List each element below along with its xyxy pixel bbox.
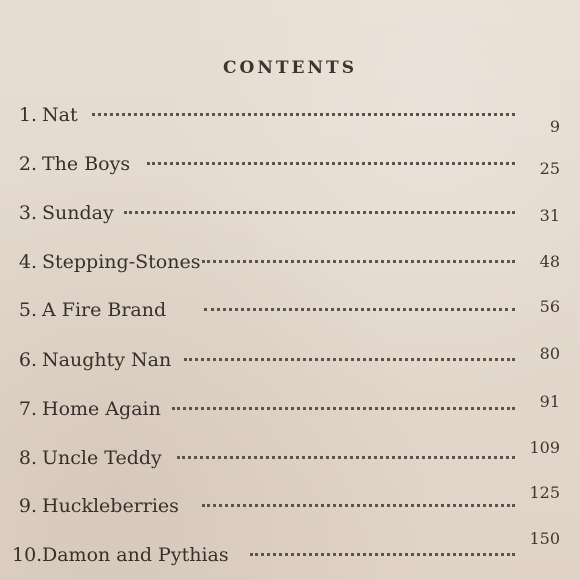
chapter-number: 10.: [12, 544, 43, 566]
dot-leader: [184, 358, 515, 365]
dot-leader: [147, 162, 515, 169]
dot-leader: [124, 211, 515, 218]
page-number: 48: [539, 252, 560, 271]
dot-leader: [172, 407, 515, 414]
chapter-title: The Boys: [42, 153, 131, 175]
chapter-title: Home Again: [42, 398, 161, 420]
chapter-number: 5.: [18, 299, 37, 321]
chapter-number: 3.: [18, 202, 37, 224]
toc-entry: [12, 250, 560, 278]
chapter-title: A Fire Brand: [42, 299, 167, 321]
toc-entry: [12, 344, 560, 376]
page-number: 80: [539, 344, 560, 363]
chapter-title: Stepping-Stones: [42, 251, 201, 273]
chapter-title: Huckleberries: [42, 495, 179, 517]
toc-entry: [12, 152, 560, 180]
chapter-number: 8.: [18, 447, 37, 469]
contents-heading: CONTENTS: [223, 58, 357, 78]
page-number: 9: [549, 117, 560, 136]
chapter-number: 9.: [18, 495, 37, 517]
chapter-title: Uncle Teddy: [42, 447, 162, 469]
page-number: 25: [539, 159, 560, 178]
toc-entry: [12, 438, 560, 474]
chapter-number: 7.: [18, 398, 37, 420]
dot-leader: [204, 308, 515, 315]
page-number: 56: [539, 297, 560, 316]
toc-entry: [12, 529, 560, 571]
dot-leader: [250, 553, 515, 560]
chapter-number: 6.: [18, 349, 37, 371]
chapter-number: 1.: [18, 104, 37, 126]
dot-leader: [202, 260, 515, 267]
chapter-number: 4.: [18, 251, 37, 273]
dot-leader: [177, 456, 515, 463]
page-number: 109: [529, 438, 560, 457]
page-number: 91: [539, 392, 560, 411]
dot-leader: [202, 504, 515, 511]
chapter-title: Damon and Pythias: [42, 544, 229, 566]
chapter-number: 2.: [18, 153, 37, 175]
toc-entry: [12, 201, 560, 229]
chapter-title: Naughty Nan: [42, 349, 172, 371]
toc-entry: [12, 103, 560, 136]
chapter-title: Nat: [42, 104, 78, 126]
chapter-title: Sunday: [42, 202, 114, 224]
toc-entry: [12, 483, 560, 522]
page-number: 150: [529, 529, 560, 548]
page-number: 125: [529, 483, 560, 502]
toc-entry: [12, 392, 560, 425]
page-number: 31: [539, 206, 560, 225]
dot-leader: [92, 113, 515, 120]
toc-entry: [12, 298, 560, 326]
